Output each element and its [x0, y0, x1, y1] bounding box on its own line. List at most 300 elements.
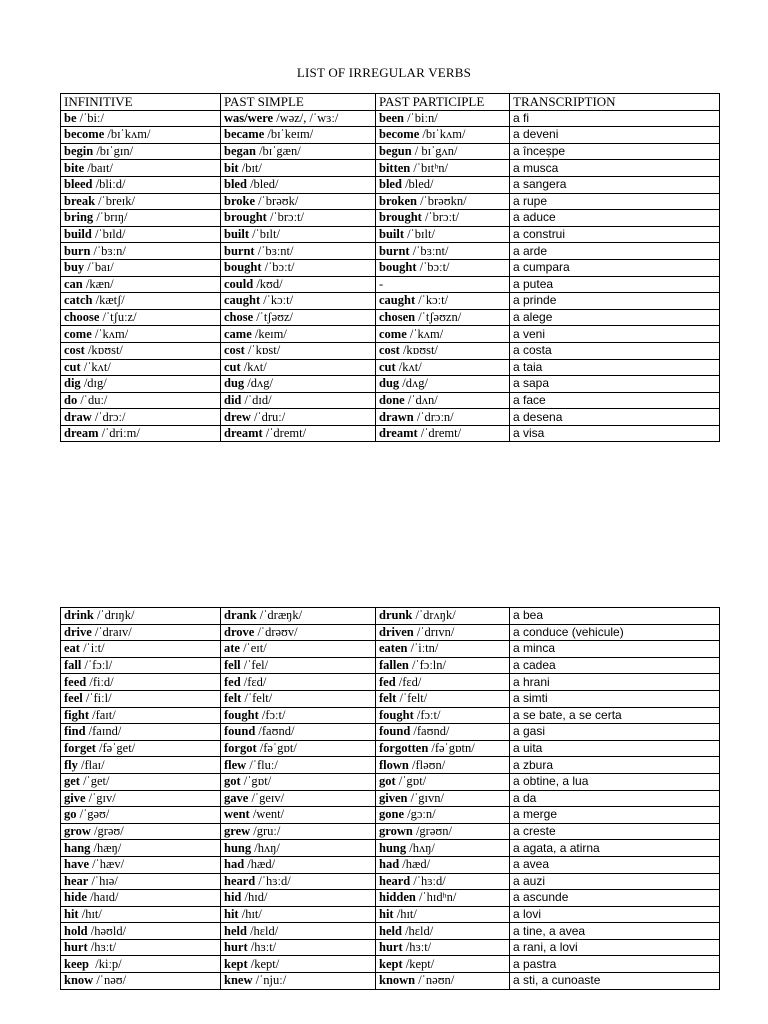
phonetic-transcription: /ˈdremt/ [262, 426, 307, 441]
table-header-row [61, 94, 720, 111]
phonetic-transcription: /grəʊn/ [412, 824, 452, 839]
cell-infinitive [61, 823, 221, 840]
verb-form: cost [224, 343, 245, 358]
verb-form: drank [224, 608, 257, 623]
table-row [61, 740, 720, 757]
table-row [61, 127, 720, 144]
verb-form: fallen [379, 658, 409, 673]
table-row [61, 276, 720, 293]
phonetic-transcription: /ˈbreɪk/ [95, 193, 135, 208]
verb-form: went [224, 807, 250, 822]
cell-past-participle [376, 757, 510, 774]
cell-infinitive [61, 425, 221, 442]
verb-form: fight [64, 707, 89, 722]
verb-form: drink [64, 608, 94, 623]
verb-form: hurt [64, 940, 88, 955]
cell-past-simple [221, 176, 376, 193]
table-row [61, 641, 720, 658]
cell-infinitive [61, 939, 221, 956]
phonetic-transcription: /ˈbɜːnt/ [254, 243, 294, 258]
cell-translation: a înceșpe [510, 143, 720, 160]
verb-form: begin [64, 144, 94, 159]
cell-infinitive [61, 624, 221, 641]
verb-form: built [224, 227, 250, 242]
header-transcription: TRANSCRIPTION [510, 94, 720, 111]
verb-form: bring [64, 210, 94, 225]
verb-form: forgot [224, 741, 257, 756]
cell-translation: a merge [510, 807, 720, 824]
phonetic-transcription: /fɛd/ [240, 674, 267, 689]
cell-infinitive [61, 359, 221, 376]
phonetic-transcription: /ˈdruː/ [250, 409, 286, 424]
cell-infinitive [61, 956, 221, 973]
cell-past-participle [376, 409, 510, 426]
cell-infinitive [61, 376, 221, 393]
cell-past-participle [376, 259, 510, 276]
verb-form: burnt [379, 243, 410, 258]
phonetic-transcription: /fɔːt/ [258, 707, 286, 722]
phonetic-transcription: /bɪˈkʌm/ [419, 127, 466, 142]
cell-translation: a lovi [510, 906, 720, 923]
cell-past-participle [376, 773, 510, 790]
cell-past-participle [376, 326, 510, 343]
verb-form: caught [224, 293, 261, 308]
verb-form: held [379, 923, 402, 938]
verb-form: build [64, 227, 92, 242]
phonetic-transcription: /dʌg/ [399, 376, 428, 391]
phonetic-transcription: /ˈtʃəʊz/ [253, 310, 293, 325]
cell-infinitive [61, 326, 221, 343]
phonetic-transcription: /ˈgɪvn/ [407, 790, 444, 805]
phonetic-transcription: /ˈkɒst/ [244, 343, 281, 358]
verb-form: hurt [224, 940, 248, 955]
phonetic-transcription: /fəˈgɒt/ [256, 741, 297, 756]
verb-form: drawn [379, 409, 414, 424]
phonetic-transcription: /ˈhɪə/ [88, 873, 118, 888]
cell-past-participle [376, 873, 510, 890]
cell-past-simple [221, 939, 376, 956]
cell-infinitive [61, 873, 221, 890]
header-past-simple: PAST SIMPLE [221, 94, 376, 111]
cell-past-simple [221, 326, 376, 343]
cell-past-simple [221, 359, 376, 376]
cell-past-participle [376, 657, 510, 674]
cell-translation: a cadea [510, 657, 720, 674]
cell-translation: a da [510, 790, 720, 807]
table-row [61, 856, 720, 873]
cell-infinitive [61, 143, 221, 160]
cell-infinitive [61, 740, 221, 757]
cell-past-simple [221, 956, 376, 973]
table-row [61, 956, 720, 973]
phonetic-transcription: /ˈgeɪv/ [248, 790, 285, 805]
verb-form: forget [64, 741, 96, 756]
verb-form: burn [64, 243, 91, 258]
cell-past-simple [221, 608, 376, 625]
cell-infinitive [61, 690, 221, 707]
table-row [61, 143, 720, 160]
cell-past-participle [376, 392, 510, 409]
phonetic-transcription: /hɛld/ [401, 923, 434, 938]
verb-form: chose [224, 310, 254, 325]
table-row [61, 973, 720, 990]
phonetic-transcription: /fiːd/ [86, 674, 114, 689]
cell-translation: a alege [510, 309, 720, 326]
cell-past-participle [376, 342, 510, 359]
cell-past-simple [221, 923, 376, 940]
phonetic-transcription: /ˈbɪtʰn/ [410, 160, 448, 175]
cell-past-simple [221, 823, 376, 840]
phonetic-transcription: /faʊnd/ [410, 724, 450, 739]
cell-past-participle [376, 724, 510, 741]
cell-past-participle [376, 243, 510, 260]
phonetic-transcription: /ˈhæv/ [89, 857, 125, 872]
phonetic-transcription: /hʌŋ/ [406, 840, 435, 855]
verb-form: become [64, 127, 105, 142]
cell-past-simple [221, 906, 376, 923]
phonetic-transcription: /kiːp/ [89, 956, 122, 971]
phonetic-transcription: /ˈkɔːt/ [260, 293, 294, 308]
verb-form: fed [379, 674, 396, 689]
table-row [61, 890, 720, 907]
verb-form: burnt [224, 243, 255, 258]
verb-form: driven [379, 624, 414, 639]
verb-form: fought [379, 707, 414, 722]
phonetic-transcription: /ˈdræŋk/ [256, 608, 303, 623]
cell-infinitive [61, 226, 221, 243]
cell-translation: a deveni [510, 127, 720, 144]
cell-past-participle [376, 293, 510, 310]
cell-translation: a taia [510, 359, 720, 376]
table-row [61, 110, 720, 127]
verb-form: hidden [379, 890, 416, 905]
phonetic-transcription: /ˈhɪdʰn/ [415, 890, 457, 905]
table-row [61, 293, 720, 310]
cell-past-simple [221, 293, 376, 310]
cell-past-simple [221, 657, 376, 674]
cell-past-participle [376, 856, 510, 873]
phonetic-transcription: /həʊld/ [87, 923, 127, 938]
verb-form: hung [224, 840, 252, 855]
phonetic-transcription: /kætʃ/ [92, 293, 125, 308]
cell-infinitive [61, 193, 221, 210]
cell-past-participle [376, 143, 510, 160]
cell-past-participle [376, 309, 510, 326]
cell-infinitive [61, 176, 221, 193]
cell-infinitive [61, 392, 221, 409]
cell-past-simple [221, 707, 376, 724]
cell-past-simple [221, 873, 376, 890]
phonetic-transcription: /hɪt/ [78, 906, 102, 921]
cell-translation: a conduce (vehicule) [510, 624, 720, 641]
table-row [61, 707, 720, 724]
cell-translation: a cumpara [510, 259, 720, 276]
table-row [61, 160, 720, 177]
cell-past-participle [376, 690, 510, 707]
table-row [61, 309, 720, 326]
phonetic-transcription: /ˈbɜːnt/ [409, 243, 449, 258]
verb-form: came [224, 326, 252, 341]
cell-past-simple [221, 757, 376, 774]
phonetic-transcription: /gruː/ [250, 824, 281, 839]
verb-form: hit [64, 906, 79, 921]
table-row [61, 176, 720, 193]
verb-form: bitten [379, 160, 411, 175]
cell-translation: a sangera [510, 176, 720, 193]
verb-form: buy [64, 260, 85, 275]
verb-form: broke [224, 193, 256, 208]
verb-form: drive [64, 624, 92, 639]
cell-past-simple [221, 160, 376, 177]
cell-translation: a rani, a lovi [510, 939, 720, 956]
cell-translation: a face [510, 392, 720, 409]
cell-past-simple [221, 624, 376, 641]
phonetic-transcription: /ˈbɔːt/ [261, 260, 295, 275]
cell-infinitive [61, 840, 221, 857]
phonetic-transcription: /ˈtʃəʊzn/ [415, 310, 462, 325]
cell-past-simple [221, 890, 376, 907]
cell-infinitive [61, 724, 221, 741]
phonetic-transcription: /ˈdrəʊv/ [254, 624, 298, 639]
verb-form: eat [64, 641, 80, 656]
cell-past-participle [376, 608, 510, 625]
cell-translation: a visa [510, 425, 720, 442]
verb-form: dreamt [224, 426, 263, 441]
cell-past-participle [376, 110, 510, 127]
cell-past-participle [376, 176, 510, 193]
cell-translation: a minca [510, 641, 720, 658]
phonetic-transcription: /ˈnəʊ/ [93, 973, 127, 988]
cell-past-participle [376, 674, 510, 691]
cell-past-simple [221, 392, 376, 409]
verb-form: hung [379, 840, 407, 855]
phonetic-transcription: /ˈdrɪŋk/ [93, 608, 135, 623]
verb-form: come [64, 326, 92, 341]
cell-translation: a putea [510, 276, 720, 293]
verb-form: bought [224, 260, 262, 275]
verb-form: caught [379, 293, 416, 308]
phonetic-transcription: /dɪg/ [80, 376, 107, 391]
cell-past-participle [376, 624, 510, 641]
cell-infinitive [61, 773, 221, 790]
cell-infinitive [61, 790, 221, 807]
phonetic-transcription: /fɔːt/ [413, 707, 441, 722]
cell-past-participle [376, 740, 510, 757]
verb-form: dig [64, 376, 81, 391]
cell-infinitive [61, 973, 221, 990]
table-row [61, 425, 720, 442]
verb-form: found [379, 724, 411, 739]
phonetic-transcription: /faɪnd/ [85, 724, 122, 739]
cell-past-participle [376, 276, 510, 293]
cell-past-participle [376, 359, 510, 376]
phonetic-transcription: /went/ [249, 807, 285, 822]
cell-past-participle [376, 160, 510, 177]
header-past-participle: PAST PARTICIPLE [376, 94, 510, 111]
verb-form: cut [224, 359, 241, 374]
cell-translation: a hrani [510, 674, 720, 691]
phonetic-transcription: /keɪm/ [251, 326, 287, 341]
verb-form: had [224, 857, 245, 872]
cell-past-participle [376, 193, 510, 210]
document-title: LIST OF IRREGULAR VERBS [296, 65, 472, 80]
cell-translation: a pastra [510, 956, 720, 973]
cell-translation: a sapa [510, 376, 720, 393]
cell-infinitive [61, 127, 221, 144]
verb-form: dug [224, 376, 245, 391]
table-row [61, 807, 720, 824]
verb-form: known [379, 973, 416, 988]
cell-translation: a zbura [510, 757, 720, 774]
verb-form: became [224, 127, 265, 142]
verb-form: give [64, 790, 86, 805]
phonetic-transcription: /kept/ [402, 956, 435, 971]
phonetic-transcription: /ˈhɜːd/ [410, 873, 446, 888]
phonetic-transcription: /ˈbɪlt/ [249, 227, 280, 242]
cell-infinitive [61, 906, 221, 923]
phonetic-transcription: /hɪt/ [393, 906, 417, 921]
verb-form: fed [224, 674, 241, 689]
table-row [61, 906, 720, 923]
phonetic-transcription: /fləʊn/ [408, 757, 446, 772]
verb-form: ate [224, 641, 240, 656]
verb-form: draw [64, 409, 92, 424]
verb-form: could [224, 276, 254, 291]
cell-past-simple [221, 740, 376, 757]
phonetic-transcription: /ˈnəʊn/ [415, 973, 455, 988]
cell-translation: a tine, a avea [510, 923, 720, 940]
phonetic-transcription: /gɔːn/ [404, 807, 436, 822]
cell-past-simple [221, 840, 376, 857]
phonetic-transcription: /hæd/ [244, 857, 276, 872]
cell-past-simple [221, 674, 376, 691]
table-row [61, 226, 720, 243]
cell-translation: a avea [510, 856, 720, 873]
phonetic-transcription: /ˈdrɪvn/ [413, 624, 455, 639]
phonetic-transcription: /ˈbɪlt/ [404, 227, 435, 242]
cell-infinitive [61, 276, 221, 293]
cell-translation: a prinde [510, 293, 720, 310]
cell-translation: a arde [510, 243, 720, 260]
cell-past-participle [376, 840, 510, 857]
verb-form: know [64, 973, 94, 988]
table-row [61, 757, 720, 774]
table-row [61, 243, 720, 260]
verb-form: hide [64, 890, 87, 905]
cell-past-simple [221, 342, 376, 359]
verb-form: drunk [379, 608, 413, 623]
table-row [61, 608, 720, 625]
cell-infinitive [61, 259, 221, 276]
table-row [61, 873, 720, 890]
phonetic-transcription: /kɒʊst/ [399, 343, 438, 358]
phonetic-transcription: /ˈdrʌŋk/ [412, 608, 456, 623]
cell-past-simple [221, 143, 376, 160]
phonetic-transcription: /hɛld/ [246, 923, 279, 938]
phonetic-transcription: /faɪt/ [89, 707, 116, 722]
verb-form: bite [64, 160, 85, 175]
phonetic-transcription: /ˈbrəʊk/ [255, 193, 299, 208]
verb-form: gave [224, 790, 249, 805]
verb-form: become [379, 127, 420, 142]
verb-form: keep [64, 956, 89, 971]
cell-translation: a uita [510, 740, 720, 757]
verb-form: go [64, 807, 77, 822]
phonetic-transcription: /ˈfɔːln/ [408, 658, 446, 673]
phonetic-transcription: /ˈkʌt/ [80, 359, 111, 374]
phonetic-transcription: /ˈbaɪ/ [84, 260, 114, 275]
phonetic-transcription: /ˈbrɪŋ/ [93, 210, 128, 225]
verb-form: flew [224, 757, 247, 772]
phonetic-transcription: /ˈget/ [79, 774, 110, 789]
phonetic-transcription: /hɪd/ [241, 890, 268, 905]
phonetic-transcription: /ˈbrəʊkn/ [416, 193, 467, 208]
cell-past-simple [221, 193, 376, 210]
phonetic-transcription: /hæŋ/ [90, 840, 122, 855]
verb-form: eaten [379, 641, 408, 656]
phonetic-transcription: /ˈfiːl/ [82, 691, 112, 706]
table-row [61, 259, 720, 276]
cell-past-participle [376, 939, 510, 956]
verb-form: hid [224, 890, 242, 905]
phonetic-transcription: / bɪˈgʌn/ [411, 144, 458, 159]
table-row [61, 674, 720, 691]
verb-form: fought [224, 707, 259, 722]
cell-past-simple [221, 127, 376, 144]
verb-form: forgotten [379, 741, 429, 756]
verb-form: hit [224, 906, 239, 921]
verb-form: grown [379, 824, 413, 839]
cell-infinitive [61, 243, 221, 260]
phonetic-transcription: /hæd/ [399, 857, 431, 872]
verb-form: fell [224, 658, 241, 673]
table-row [61, 939, 720, 956]
phonetic-transcription: /bled/ [246, 177, 279, 192]
table-row [61, 690, 720, 707]
table-row [61, 342, 720, 359]
verb-form: felt [224, 691, 242, 706]
cell-past-participle [376, 210, 510, 227]
cell-translation: a bea [510, 608, 720, 625]
cell-past-participle [376, 790, 510, 807]
cell-infinitive [61, 890, 221, 907]
cell-translation: a costa [510, 342, 720, 359]
phonetic-transcription: /wəz/, /ˈwɜː/ [273, 110, 339, 125]
cell-past-participle [376, 973, 510, 990]
cell-translation: a gasi [510, 724, 720, 741]
phonetic-transcription: /ˈkʌm/ [91, 326, 129, 341]
verb-form: felt [379, 691, 397, 706]
phonetic-transcription: /ˈgɒt/ [240, 774, 272, 789]
phonetic-transcription: /kæn/ [82, 276, 114, 291]
verb-form: cut [379, 359, 396, 374]
cell-past-participle [376, 956, 510, 973]
verb-form: come [379, 326, 407, 341]
verb-form: bleed [64, 177, 93, 192]
phonetic-transcription: /ˈduː/ [77, 392, 108, 407]
cell-past-participle [376, 923, 510, 940]
verb-form: chosen [379, 310, 416, 325]
phonetic-transcription: /ˈbiː/ [76, 110, 104, 125]
phonetic-transcription: /ˈdrɔːn/ [413, 409, 454, 424]
cell-infinitive [61, 641, 221, 658]
phonetic-transcription: /kʌt/ [395, 359, 422, 374]
phonetic-transcription: /ˈfelt/ [241, 691, 273, 706]
verb-form: drew [224, 409, 251, 424]
cell-translation: a auzi [510, 873, 720, 890]
phonetic-transcription: /kʌt/ [240, 359, 267, 374]
verb-form: grew [224, 824, 251, 839]
